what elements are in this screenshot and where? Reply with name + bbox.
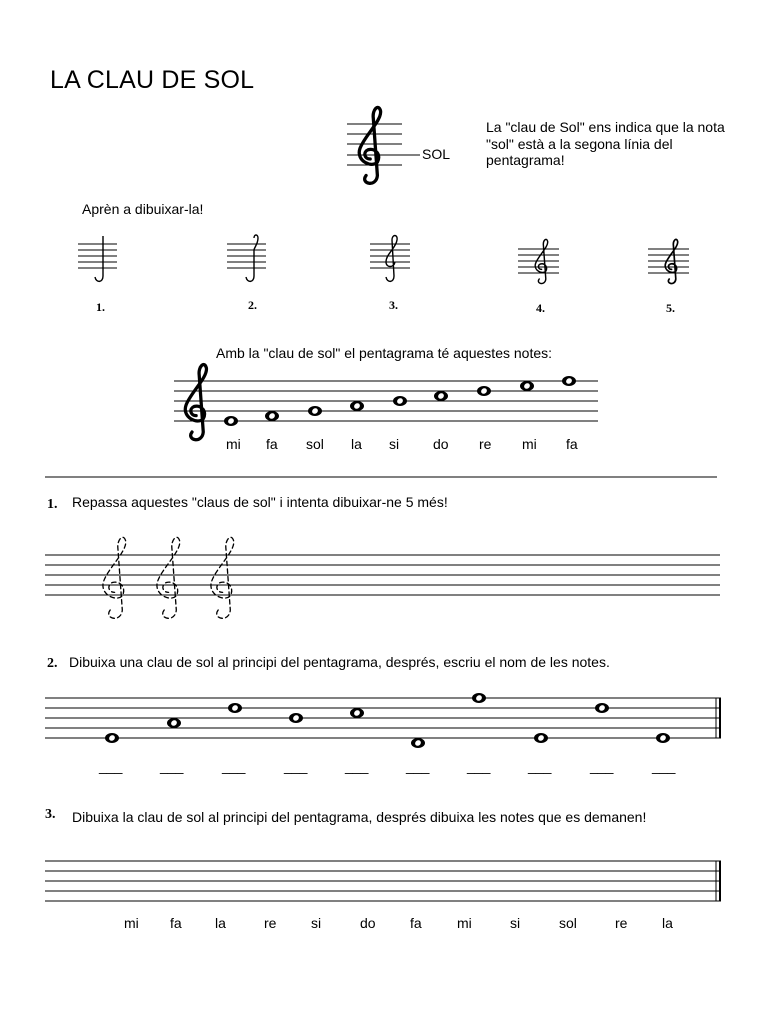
- requested-note-name: la: [662, 915, 673, 931]
- demo-treble-clef-icon: [185, 365, 206, 440]
- exercise-2-text: Dibuixa una clau de sol al principi del pentagrama, després, escriu el nom de les notes.: [69, 654, 610, 670]
- note-head: [350, 708, 364, 718]
- note-head: [520, 381, 534, 391]
- exercise-1-text: Repassa aquestes "claus de sol" i intenta dibuixar-ne 5 més!: [72, 494, 448, 510]
- requested-note-name: fa: [170, 915, 182, 931]
- page-title: LA CLAU DE SOL: [50, 66, 255, 94]
- requested-note-name: fa: [410, 915, 422, 931]
- step-5-clef-stroke: [648, 249, 689, 273]
- exercise-2-number: 2.: [47, 656, 58, 671]
- step-1-clef-stroke: [78, 236, 117, 281]
- demo-note-name: sol: [306, 436, 324, 452]
- answer-blank[interactable]: ___: [284, 758, 308, 774]
- answer-blank[interactable]: ___: [345, 758, 369, 774]
- requested-note-name: mi: [124, 915, 139, 931]
- note-head: [105, 733, 119, 743]
- note-head: [411, 738, 425, 748]
- answer-blank[interactable]: ___: [590, 758, 614, 774]
- intro-staff: [347, 124, 420, 165]
- note-head: [228, 703, 242, 713]
- clef-explanation: La "clau de Sol" ens indica que la nota "sol" està a la segona línia del pentagrama!: [486, 119, 725, 168]
- step-4-clef-stroke: [518, 249, 559, 273]
- exercise-1-staff: [45, 555, 720, 595]
- step-label-3: 3.: [389, 298, 398, 312]
- demo-note-name: si: [389, 436, 400, 452]
- requested-note-name: sol: [559, 915, 577, 931]
- demo-note-name: do: [433, 436, 449, 452]
- step-3-clef-stroke: [370, 236, 410, 282]
- note-head: [289, 713, 303, 723]
- note-head: [167, 718, 181, 728]
- requested-note-name: do: [360, 915, 376, 931]
- answer-blank[interactable]: ___: [222, 758, 246, 774]
- note-head: [562, 376, 576, 386]
- note-head: [265, 411, 279, 421]
- answer-blank[interactable]: ___: [406, 758, 430, 774]
- exercise-1-number: 1.: [47, 497, 58, 512]
- tracing-clef-icon: [157, 537, 180, 618]
- note-head: [308, 406, 322, 416]
- demo-note-name: mi: [522, 436, 537, 452]
- demo-note-name: fa: [266, 436, 278, 452]
- step-2-clef-stroke: [227, 235, 266, 281]
- demo-note-name: la: [351, 436, 362, 452]
- answer-blank[interactable]: ___: [160, 758, 184, 774]
- requested-note-name: re: [615, 915, 628, 931]
- step-label-1: 1.: [96, 300, 105, 314]
- note-head: [350, 401, 364, 411]
- requested-note-name: la: [215, 915, 226, 931]
- exercise-2-staff: [45, 698, 721, 738]
- exercise-3-number: 3.: [45, 807, 56, 822]
- learn-heading: Aprèn a dibuixar-la!: [82, 201, 204, 217]
- exercise-2-notes: [105, 693, 670, 748]
- requested-note-name: si: [510, 915, 521, 931]
- demo-staff: [174, 381, 598, 421]
- exercise-3-staff: [45, 861, 721, 901]
- note-head: [656, 733, 670, 743]
- note-head: [472, 693, 486, 703]
- tracing-clef-icon: [103, 537, 126, 618]
- requested-note-name: re: [264, 915, 277, 931]
- requested-note-name: si: [311, 915, 322, 931]
- sol-label: SOL: [422, 146, 451, 162]
- step-label-4: 4.: [536, 301, 545, 315]
- demo-note-name: mi: [226, 436, 241, 452]
- note-head: [595, 703, 609, 713]
- demo-note-name: fa: [566, 436, 578, 452]
- note-head: [224, 416, 238, 426]
- tracing-clef-icon: [211, 537, 234, 618]
- note-head: [434, 391, 448, 401]
- answer-blank[interactable]: ___: [99, 758, 123, 774]
- exercise-3-text: Dibuixa la clau de sol al principi del pentagrama, després dibuixa les notes que es demanen!: [72, 809, 647, 825]
- answer-blank[interactable]: ___: [652, 758, 676, 774]
- note-head: [534, 733, 548, 743]
- note-head: [393, 396, 407, 406]
- step-label-2: 2.: [248, 298, 257, 312]
- requested-note-name: mi: [457, 915, 472, 931]
- answer-blank[interactable]: ___: [528, 758, 552, 774]
- step-label-5: 5.: [666, 301, 675, 315]
- notes-caption: Amb la "clau de sol" el pentagrama té aquestes notes:: [215, 345, 553, 361]
- answer-blank[interactable]: ___: [467, 758, 491, 774]
- demo-note-name: re: [479, 436, 492, 452]
- treble-clef-icon: [359, 107, 380, 183]
- note-head: [477, 386, 491, 396]
